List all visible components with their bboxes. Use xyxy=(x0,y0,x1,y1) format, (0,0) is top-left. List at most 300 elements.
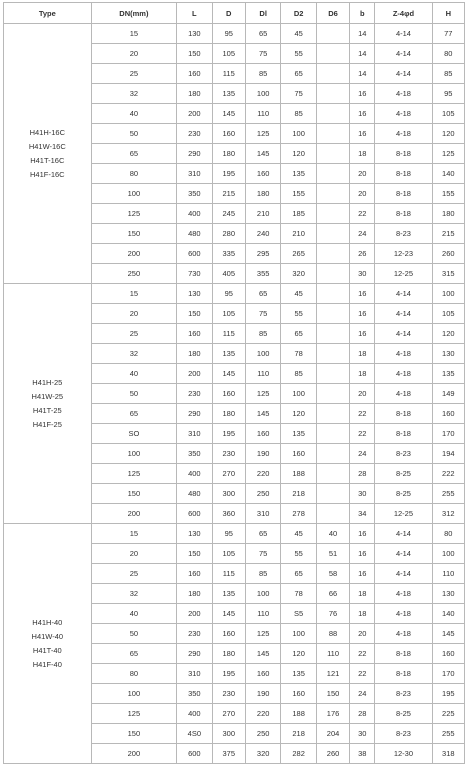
cell-b: 16 xyxy=(350,564,375,584)
cell-d2: 100 xyxy=(281,384,316,404)
cell-l: 150 xyxy=(177,44,212,64)
cell-d6: 176 xyxy=(316,704,349,724)
type-model-label: H41F-16C xyxy=(30,169,65,179)
cell-d6 xyxy=(316,184,349,204)
cell-b: 18 xyxy=(350,604,375,624)
cell-b: 30 xyxy=(350,724,375,744)
cell-dl: 160 xyxy=(245,664,280,684)
cell-h: 215 xyxy=(432,224,464,244)
cell-b: 22 xyxy=(350,404,375,424)
cell-b: 26 xyxy=(350,244,375,264)
cell-h: 195 xyxy=(432,684,464,704)
cell-d6 xyxy=(316,24,349,44)
type-model-label: H41H-16C xyxy=(29,127,66,137)
cell-bolt-holes: 8-23 xyxy=(375,224,432,244)
cell-d: 375 xyxy=(212,744,245,764)
cell-l: 600 xyxy=(177,244,212,264)
cell-d: 195 xyxy=(212,164,245,184)
cell-l: 230 xyxy=(177,384,212,404)
cell-l: 480 xyxy=(177,484,212,504)
cell-dn: 80 xyxy=(91,664,177,684)
header-bolt-holes: Z-4φd xyxy=(375,3,432,24)
cell-dn: 65 xyxy=(91,644,177,664)
cell-h: 255 xyxy=(432,724,464,744)
cell-b: 16 xyxy=(350,124,375,144)
cell-l: 160 xyxy=(177,64,212,84)
cell-d2: 78 xyxy=(281,584,316,604)
cell-d2: 55 xyxy=(281,544,316,564)
cell-b: 18 xyxy=(350,144,375,164)
cell-d6: 66 xyxy=(316,584,349,604)
cell-d6 xyxy=(316,44,349,64)
cell-bolt-holes: 8-25 xyxy=(375,464,432,484)
cell-l: 290 xyxy=(177,644,212,664)
table-row xyxy=(4,284,465,304)
cell-d2: 320 xyxy=(281,264,316,284)
cell-d: 335 xyxy=(212,244,245,264)
cell-bolt-holes: 4-14 xyxy=(375,284,432,304)
cell-dn: 100 xyxy=(91,184,177,204)
cell-h: 80 xyxy=(432,524,464,544)
cell-d: 180 xyxy=(212,644,245,664)
cell-d6: 110 xyxy=(316,644,349,664)
cell-dl: 210 xyxy=(245,204,280,224)
cell-d2: 45 xyxy=(281,524,316,544)
cell-d: 270 xyxy=(212,464,245,484)
cell-dl: 220 xyxy=(245,704,280,724)
cell-d6 xyxy=(316,324,349,344)
header-row xyxy=(4,3,465,24)
cell-bolt-holes: 4-14 xyxy=(375,44,432,64)
cell-b: 16 xyxy=(350,544,375,564)
cell-d: 405 xyxy=(212,264,245,284)
cell-bolt-holes: 4-14 xyxy=(375,324,432,344)
cell-dl: 310 xyxy=(245,504,280,524)
cell-d: 145 xyxy=(212,104,245,124)
cell-h: 160 xyxy=(432,404,464,424)
cell-h: 120 xyxy=(432,324,464,344)
cell-b: 20 xyxy=(350,164,375,184)
cell-d6 xyxy=(316,464,349,484)
cell-bolt-holes: 8-23 xyxy=(375,724,432,744)
cell-dn: 32 xyxy=(91,584,177,604)
cell-bolt-holes: 4-14 xyxy=(375,64,432,84)
cell-d: 95 xyxy=(212,284,245,304)
cell-d: 360 xyxy=(212,504,245,524)
cell-d6: 76 xyxy=(316,604,349,624)
cell-d: 245 xyxy=(212,204,245,224)
cell-d2: 218 xyxy=(281,484,316,504)
header-dl: Dl xyxy=(245,3,280,24)
cell-d6: 260 xyxy=(316,744,349,764)
cell-dl: 355 xyxy=(245,264,280,284)
cell-bolt-holes: 4-14 xyxy=(375,304,432,324)
cell-dn: 150 xyxy=(91,484,177,504)
cell-d: 230 xyxy=(212,444,245,464)
header-l: L xyxy=(177,3,212,24)
type-cell xyxy=(4,24,92,284)
cell-d2: 78 xyxy=(281,344,316,364)
cell-d6 xyxy=(316,64,349,84)
cell-dn: 250 xyxy=(91,264,177,284)
cell-l: 310 xyxy=(177,424,212,444)
cell-h: 95 xyxy=(432,84,464,104)
cell-b: 28 xyxy=(350,464,375,484)
cell-d: 135 xyxy=(212,344,245,364)
cell-bolt-holes: 4-14 xyxy=(375,544,432,564)
cell-d: 105 xyxy=(212,544,245,564)
cell-dn: 15 xyxy=(91,524,177,544)
cell-l: 290 xyxy=(177,404,212,424)
type-cell xyxy=(4,284,92,524)
cell-d6 xyxy=(316,84,349,104)
cell-b: 14 xyxy=(350,44,375,64)
cell-d2: 65 xyxy=(281,324,316,344)
cell-dl: 110 xyxy=(245,604,280,624)
cell-dn: 125 xyxy=(91,704,177,724)
cell-l: 730 xyxy=(177,264,212,284)
cell-dn: 100 xyxy=(91,684,177,704)
cell-l: 310 xyxy=(177,664,212,684)
cell-h: 120 xyxy=(432,124,464,144)
cell-l: 4S0 xyxy=(177,724,212,744)
cell-d2: 160 xyxy=(281,444,316,464)
cell-bolt-holes: 8-18 xyxy=(375,204,432,224)
cell-h: 77 xyxy=(432,24,464,44)
cell-bolt-holes: 8-23 xyxy=(375,684,432,704)
cell-dn: 25 xyxy=(91,324,177,344)
cell-d2: 65 xyxy=(281,564,316,584)
cell-h: 105 xyxy=(432,104,464,124)
cell-bolt-holes: 4-18 xyxy=(375,364,432,384)
type-model-label: H41H-25 xyxy=(32,377,63,387)
cell-h: 255 xyxy=(432,484,464,504)
cell-b: 16 xyxy=(350,84,375,104)
cell-b: 38 xyxy=(350,744,375,764)
cell-dn: 150 xyxy=(91,724,177,744)
cell-b: 28 xyxy=(350,704,375,724)
type-model-label: H41W-25 xyxy=(31,391,64,401)
cell-dn: 65 xyxy=(91,144,177,164)
cell-d6: 121 xyxy=(316,664,349,684)
cell-d: 230 xyxy=(212,684,245,704)
cell-d: 115 xyxy=(212,64,245,84)
cell-bolt-holes: 8-23 xyxy=(375,444,432,464)
cell-h: 100 xyxy=(432,284,464,304)
cell-b: 18 xyxy=(350,344,375,364)
type-model-label: H41F-40 xyxy=(32,659,62,669)
cell-bolt-holes: 4-18 xyxy=(375,624,432,644)
cell-l: 200 xyxy=(177,104,212,124)
cell-dn: 150 xyxy=(91,224,177,244)
cell-dl: 145 xyxy=(245,404,280,424)
cell-d: 180 xyxy=(212,144,245,164)
cell-d: 195 xyxy=(212,664,245,684)
cell-d6 xyxy=(316,344,349,364)
cell-b: 22 xyxy=(350,424,375,444)
cell-bolt-holes: 12-25 xyxy=(375,504,432,524)
cell-h: 180 xyxy=(432,204,464,224)
cell-d2: 135 xyxy=(281,424,316,444)
cell-d2: 218 xyxy=(281,724,316,744)
cell-d6 xyxy=(316,164,349,184)
cell-dn: 50 xyxy=(91,124,177,144)
cell-h: 315 xyxy=(432,264,464,284)
cell-d2: 120 xyxy=(281,404,316,424)
cell-d: 300 xyxy=(212,724,245,744)
cell-d: 135 xyxy=(212,584,245,604)
cell-bolt-holes: 4-18 xyxy=(375,604,432,624)
cell-dn: 40 xyxy=(91,104,177,124)
cell-d2: 135 xyxy=(281,664,316,684)
cell-b: 14 xyxy=(350,64,375,84)
cell-h: 155 xyxy=(432,184,464,204)
cell-b: 30 xyxy=(350,484,375,504)
cell-d2: 85 xyxy=(281,364,316,384)
cell-b: 20 xyxy=(350,184,375,204)
cell-d: 160 xyxy=(212,624,245,644)
cell-dn: 25 xyxy=(91,64,177,84)
cell-l: 400 xyxy=(177,204,212,224)
cell-d: 95 xyxy=(212,524,245,544)
cell-d6 xyxy=(316,104,349,124)
cell-dn: 200 xyxy=(91,744,177,764)
cell-d6 xyxy=(316,144,349,164)
type-cell xyxy=(4,524,92,764)
cell-d6: 51 xyxy=(316,544,349,564)
cell-dn: 20 xyxy=(91,304,177,324)
cell-d6 xyxy=(316,404,349,424)
cell-bolt-holes: 4-14 xyxy=(375,564,432,584)
cell-d6 xyxy=(316,484,349,504)
cell-d2: 265 xyxy=(281,244,316,264)
cell-b: 34 xyxy=(350,504,375,524)
type-model-label: H41H-40 xyxy=(32,617,63,627)
cell-h: 318 xyxy=(432,744,464,764)
cell-bolt-holes: 4-18 xyxy=(375,84,432,104)
cell-l: 400 xyxy=(177,704,212,724)
type-model-label: H41W-16C xyxy=(28,141,66,151)
cell-dl: 85 xyxy=(245,564,280,584)
cell-d: 180 xyxy=(212,404,245,424)
cell-d2: 155 xyxy=(281,184,316,204)
cell-bolt-holes: 8-18 xyxy=(375,644,432,664)
cell-dl: 85 xyxy=(245,324,280,344)
cell-l: 600 xyxy=(177,504,212,524)
cell-b: 18 xyxy=(350,584,375,604)
cell-dl: 190 xyxy=(245,684,280,704)
cell-h: 130 xyxy=(432,344,464,364)
cell-h: 194 xyxy=(432,444,464,464)
cell-d: 300 xyxy=(212,484,245,504)
cell-b: 24 xyxy=(350,444,375,464)
cell-bolt-holes: 8-18 xyxy=(375,664,432,684)
cell-d2: 210 xyxy=(281,224,316,244)
cell-dl: 240 xyxy=(245,224,280,244)
cell-d: 145 xyxy=(212,364,245,384)
cell-d6: 204 xyxy=(316,724,349,744)
table-body xyxy=(4,24,465,764)
cell-d2: 55 xyxy=(281,44,316,64)
cell-dl: 100 xyxy=(245,344,280,364)
cell-d2: 45 xyxy=(281,24,316,44)
type-model-label: H41W-40 xyxy=(31,631,64,641)
cell-l: 130 xyxy=(177,524,212,544)
cell-dn: 40 xyxy=(91,364,177,384)
cell-dn: 50 xyxy=(91,624,177,644)
cell-b: 20 xyxy=(350,384,375,404)
cell-dn: 20 xyxy=(91,44,177,64)
cell-l: 160 xyxy=(177,324,212,344)
cell-b: 16 xyxy=(350,304,375,324)
cell-l: 160 xyxy=(177,564,212,584)
cell-d: 145 xyxy=(212,604,245,624)
cell-d: 95 xyxy=(212,24,245,44)
cell-d: 280 xyxy=(212,224,245,244)
cell-d2: 65 xyxy=(281,64,316,84)
cell-dn: 25 xyxy=(91,564,177,584)
cell-dl: 100 xyxy=(245,584,280,604)
cell-d2: 85 xyxy=(281,104,316,124)
cell-h: 105 xyxy=(432,304,464,324)
header-h: H xyxy=(432,3,464,24)
cell-d6 xyxy=(316,284,349,304)
cell-dl: 180 xyxy=(245,184,280,204)
cell-dl: 250 xyxy=(245,484,280,504)
table-row xyxy=(4,524,465,544)
cell-dl: 295 xyxy=(245,244,280,264)
cell-dn: 65 xyxy=(91,404,177,424)
cell-l: 350 xyxy=(177,444,212,464)
cell-l: 200 xyxy=(177,364,212,384)
cell-dn: 50 xyxy=(91,384,177,404)
cell-dl: 145 xyxy=(245,144,280,164)
cell-d: 195 xyxy=(212,424,245,444)
cell-bolt-holes: 12-30 xyxy=(375,744,432,764)
cell-d2: 45 xyxy=(281,284,316,304)
cell-dl: 110 xyxy=(245,104,280,124)
cell-l: 310 xyxy=(177,164,212,184)
cell-dl: 125 xyxy=(245,624,280,644)
cell-d6 xyxy=(316,504,349,524)
cell-dl: 145 xyxy=(245,644,280,664)
cell-dl: 65 xyxy=(245,284,280,304)
cell-dl: 125 xyxy=(245,124,280,144)
cell-dl: 85 xyxy=(245,64,280,84)
cell-bolt-holes: 4-14 xyxy=(375,24,432,44)
cell-bolt-holes: 8-25 xyxy=(375,484,432,504)
cell-d6 xyxy=(316,224,349,244)
cell-dl: 100 xyxy=(245,84,280,104)
cell-l: 200 xyxy=(177,604,212,624)
cell-d6 xyxy=(316,444,349,464)
cell-dl: 250 xyxy=(245,724,280,744)
type-model-label: H41F-25 xyxy=(32,419,62,429)
cell-d: 105 xyxy=(212,304,245,324)
cell-d2: 55 xyxy=(281,304,316,324)
cell-dl: 75 xyxy=(245,304,280,324)
cell-d2: 278 xyxy=(281,504,316,524)
cell-h: 225 xyxy=(432,704,464,724)
cell-l: 130 xyxy=(177,284,212,304)
cell-h: 140 xyxy=(432,604,464,624)
cell-d2: 120 xyxy=(281,644,316,664)
cell-d6 xyxy=(316,364,349,384)
cell-h: 100 xyxy=(432,544,464,564)
cell-b: 22 xyxy=(350,644,375,664)
cell-dl: 125 xyxy=(245,384,280,404)
cell-l: 150 xyxy=(177,304,212,324)
cell-l: 350 xyxy=(177,684,212,704)
cell-bolt-holes: 8-18 xyxy=(375,144,432,164)
cell-bolt-holes: 8-25 xyxy=(375,704,432,724)
cell-b: 20 xyxy=(350,624,375,644)
cell-dn: 32 xyxy=(91,344,177,364)
cell-l: 130 xyxy=(177,24,212,44)
cell-l: 230 xyxy=(177,124,212,144)
cell-bolt-holes: 4-14 xyxy=(375,524,432,544)
type-model-label: H41T-25 xyxy=(32,405,62,415)
cell-l: 230 xyxy=(177,624,212,644)
cell-d: 115 xyxy=(212,564,245,584)
cell-bolt-holes: 4-18 xyxy=(375,384,432,404)
cell-h: 130 xyxy=(432,584,464,604)
cell-d2: 185 xyxy=(281,204,316,224)
cell-d2: 160 xyxy=(281,684,316,704)
cell-d6 xyxy=(316,384,349,404)
cell-dl: 75 xyxy=(245,544,280,564)
cell-h: 222 xyxy=(432,464,464,484)
cell-dl: 160 xyxy=(245,164,280,184)
cell-dn: 32 xyxy=(91,84,177,104)
cell-l: 290 xyxy=(177,144,212,164)
cell-b: 16 xyxy=(350,524,375,544)
cell-d: 160 xyxy=(212,384,245,404)
cell-dl: 160 xyxy=(245,424,280,444)
cell-d6: 88 xyxy=(316,624,349,644)
cell-h: 260 xyxy=(432,244,464,264)
cell-d: 270 xyxy=(212,704,245,724)
cell-d2: 100 xyxy=(281,124,316,144)
cell-d: 160 xyxy=(212,124,245,144)
cell-l: 180 xyxy=(177,584,212,604)
cell-l: 400 xyxy=(177,464,212,484)
cell-d2: 100 xyxy=(281,624,316,644)
cell-d2: S5 xyxy=(281,604,316,624)
cell-bolt-holes: 8-18 xyxy=(375,424,432,444)
cell-h: 85 xyxy=(432,64,464,84)
header-d2: D2 xyxy=(281,3,316,24)
cell-dn: 200 xyxy=(91,504,177,524)
type-model-label: H41T-40 xyxy=(32,645,62,655)
cell-dl: 65 xyxy=(245,524,280,544)
cell-bolt-holes: 4-18 xyxy=(375,584,432,604)
cell-d6 xyxy=(316,204,349,224)
cell-d: 105 xyxy=(212,44,245,64)
cell-b: 24 xyxy=(350,224,375,244)
cell-bolt-holes: 12-23 xyxy=(375,244,432,264)
cell-l: 480 xyxy=(177,224,212,244)
cell-d6 xyxy=(316,124,349,144)
header-dn: DN(mm) xyxy=(91,3,177,24)
cell-d6 xyxy=(316,244,349,264)
cell-b: 22 xyxy=(350,664,375,684)
cell-bolt-holes: 4-18 xyxy=(375,124,432,144)
cell-h: 145 xyxy=(432,624,464,644)
cell-bolt-holes: 4-18 xyxy=(375,104,432,124)
table-row xyxy=(4,24,465,44)
cell-bolt-holes: 4-18 xyxy=(375,344,432,364)
